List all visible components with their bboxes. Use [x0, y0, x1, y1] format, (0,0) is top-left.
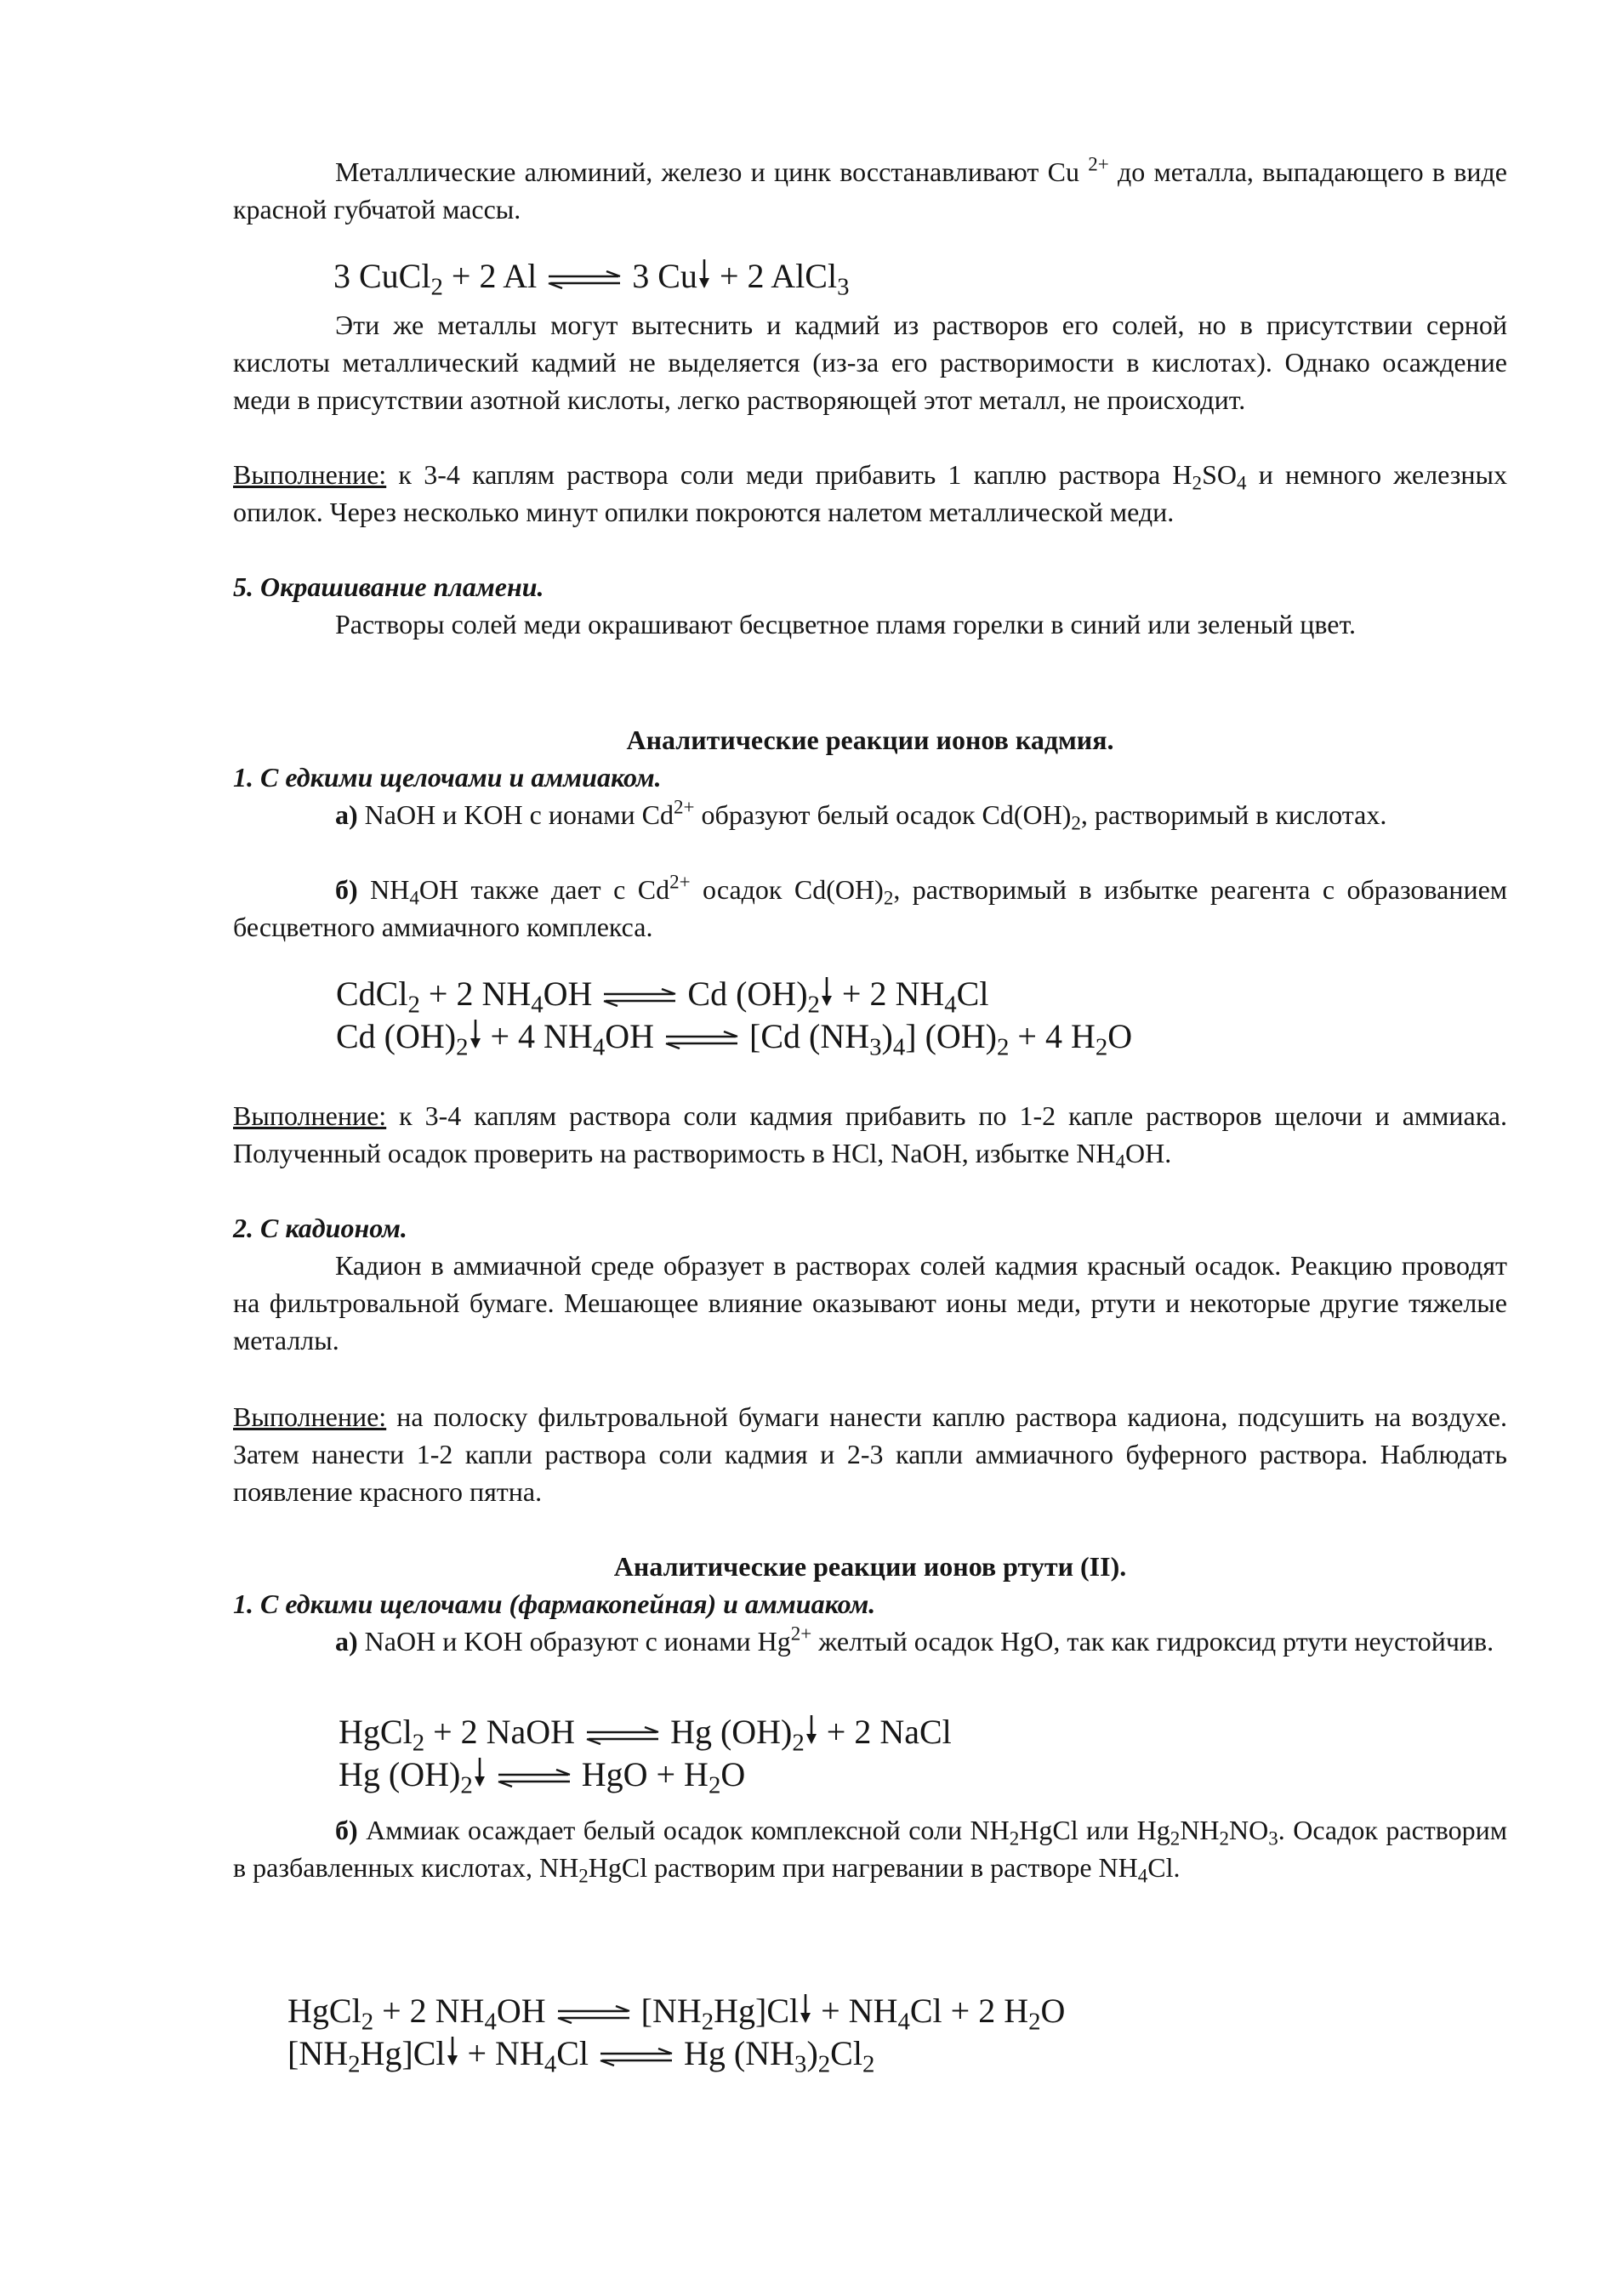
cadmium-subheading-2: 2. С кадионом.	[233, 1213, 407, 1243]
paragraph-kadion: Кадион в аммиачной среде образует в растворах солей кадмия красный осадок. Реакцию проводят на фильтровальной бумаге. Мешающее влияние оказывают ионы меди, ртути и некоторые другие тяжелые металлы.	[233, 1250, 1507, 1355]
execution-label: Выполнение:	[233, 1100, 387, 1131]
paragraph-cu-reduction: Металлические алюминий, железо и цинк восстанавливают Cu $^{2+}$ до металла, выпадающего в виде красной губчатой массы.	[233, 152, 1508, 224]
execution-cd-text: к 3-4 каплям раствора соли кадмия прибавить по 1-2 капле растворов щелочи и аммиака. Полученный осадок проверить на растворимость в HCl, NaOH, избытке $NH_4OH$.	[233, 1100, 1508, 1173]
heading-mercury: Аналитические реакции ионов ртути (II).	[613, 1551, 1127, 1582]
cadmium-subheading-1: 1. С едкими щелочами и аммиаком.	[233, 762, 662, 793]
mercury-item-b-text: Аммиак осаждает белый осадок комплексной соли $NH_2HgCl$ или $Hg_2NH_2NO_3$. Осадок растворим в разбавленных кислотах, $NH_2HgCl$ растворим при нагревании в растворе $NH_4Cl$.	[233, 1815, 1508, 1887]
cadmium-item-a	[233, 796, 1507, 833]
equilibrium-arrow-icon	[555, 2005, 633, 2024]
execution-label: Выполнение:	[233, 459, 387, 490]
equation-hg-2: Hg $(OH)_2$ HgO + $H_2O$	[339, 1755, 746, 1799]
execution-cu-text: к 3-4 каплям раствора соли меди прибавить 1 каплю раствора $H_2SO_4$ и немного железных опилок. Через несколько минут опилки покроются налетом металлической меди.	[233, 459, 1508, 527]
section-5-text: Растворы солей меди окрашивают бесцветное пламя горелки в синий или зеленый цвет.	[335, 609, 1357, 639]
equation-cd-1: CdCl$_2$ + 2 $NH_4OH$ Cd $(OH)_2 + 2$ $NH_4Cl$	[336, 975, 989, 1019]
precipitate-arrow-icon	[799, 1992, 812, 2025]
execution-kadion-text: на полоску фильтровальной бумаги нанести каплю раствора кадиона, подсушить на воздухе. Затем нанести 1-2 капли раствора соли кадмия и 2-3 капли аммиачного буферного раствора. Наблюдать появление красного пятна.	[233, 1401, 1508, 1507]
mercury-item-b	[233, 1811, 1507, 1886]
equilibrium-arrow-icon	[545, 270, 623, 289]
precipitate-arrow-icon	[473, 1756, 487, 1788]
execution-label: Выполнение:	[233, 1401, 387, 1432]
item-a-label: а)	[335, 799, 358, 830]
equilibrium-arrow-icon	[495, 1769, 573, 1787]
equilibrium-arrow-icon	[583, 1726, 662, 1745]
item-b-label: б)	[335, 874, 358, 905]
cadmium-item-b-text: $NH_4OH$ также дает с $Cd^{2+}$ осадок $Cd(OH)_2$, растворимый в избытке реагента с образованием бесцветного аммиачного комплекса.	[233, 870, 1508, 942]
equation-cu-displacement: 3 CuCl$_2$ + 2 Al 3 Cu + 2 AlCl$_3$	[333, 257, 850, 301]
execution-kadion	[233, 1398, 1507, 1510]
precipitate-arrow-icon	[446, 2035, 459, 2067]
item-a-label: а)	[335, 1626, 358, 1657]
cadmium-item-a-text: NaOH и KOH с ионами $Cd^{2+}$ образуют белый осадок $Cd(OH)_2$, растворимый в кислотах.	[364, 795, 1387, 834]
item-b-label: б)	[335, 1815, 358, 1845]
cadmium-item-b	[233, 871, 1507, 946]
precipitate-arrow-icon	[697, 258, 711, 290]
heading-cadmium: Аналитические реакции ионов кадмия.	[626, 725, 1114, 755]
equation-hg-4: $[NH_2Hg]Cl + NH_4Cl$ Hg $(NH_3)_2Cl_2$	[287, 2034, 875, 2078]
paragraph-cd-displacement: Эти же металлы могут вытеснить и кадмий из растворов его солей, но в присутствии серной кислоты металлический кадмий не выделяется (из-за его растворимости в кислотах). Однако осаждение меди в присутствии азотной кислоты, легко растворяющей этот металл, не происходит.	[233, 310, 1507, 415]
mercury-item-a	[233, 1623, 1507, 1660]
mercury-subheading-1: 1. С едкими щелочами (фармакопейная) и аммиаком.	[233, 1588, 876, 1619]
equation-hg-3: HgCl$_2$ + 2 $NH_4OH$ $[NH_2Hg]Cl + NH_4Cl + 2$ $H_2O$	[287, 1992, 1066, 2036]
precipitate-arrow-icon	[820, 975, 834, 1008]
precipitate-arrow-icon	[469, 1018, 482, 1050]
precipitate-arrow-icon	[805, 1713, 818, 1746]
execution-cu	[233, 456, 1507, 531]
equation-hg-1: HgCl$_2$ + 2 NaOH Hg $(OH)_2 + 2$ NaCl	[339, 1713, 952, 1757]
equilibrium-arrow-icon	[600, 988, 679, 1007]
execution-cd	[233, 1097, 1507, 1172]
equilibrium-arrow-icon	[597, 2048, 675, 2066]
mercury-item-a-text: NaOH и KOH образуют с ионами $Hg^{2+}$ желтый осадок HgO, так как гидроксид ртути неустойчив.	[364, 1622, 1494, 1657]
equilibrium-arrow-icon	[663, 1031, 741, 1049]
section-5-title: 5. Окрашивание пламени.	[233, 571, 544, 602]
equation-cd-2: Cd $(OH)_2 + 4$ $NH_4OH$ [Cd $(NH_3)_4$] $(OH)_2 + 4$ $H_2O$	[336, 1017, 1133, 1061]
